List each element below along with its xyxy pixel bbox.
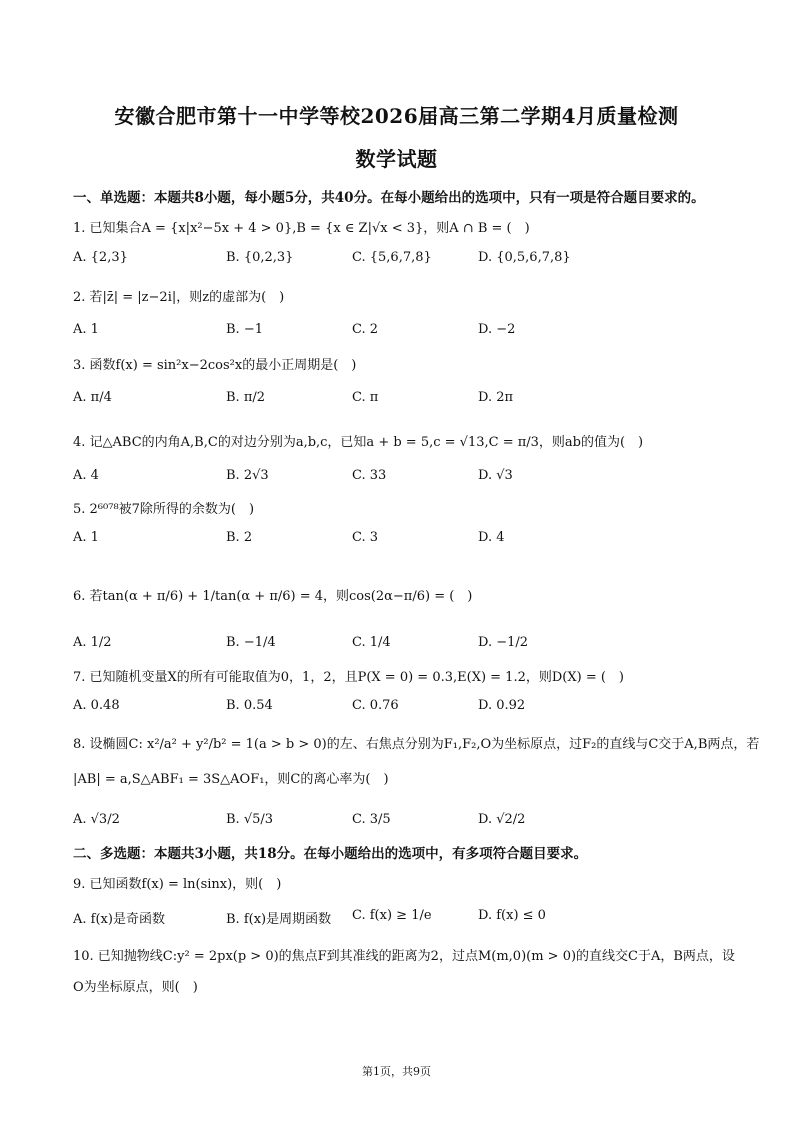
- option: B. −1/4: [226, 635, 276, 650]
- option: D. √2/2: [478, 812, 526, 827]
- option-row: [73, 390, 733, 410]
- option: C. 3/5: [352, 812, 391, 827]
- option: D. 2π: [478, 390, 514, 405]
- option: C. 0.76: [352, 698, 399, 713]
- option-row: [73, 530, 733, 550]
- option: B. {0,2,3}: [226, 250, 294, 265]
- option-row: [73, 250, 733, 270]
- question-stem: 9. 已知函数f(x) = ln(sinx)，则( ): [73, 877, 282, 892]
- option: B. 2√3: [226, 468, 269, 483]
- option: A. 0.48: [73, 698, 120, 713]
- option: C. {5,6,7,8}: [352, 250, 432, 265]
- question-stem: 1. 已知集合A = {x|x²−5x + 4 > 0},B = {x ∈ Z|√x < 3}，则A ∩ B = ( ): [73, 221, 530, 236]
- option-row: [73, 812, 733, 832]
- question-stem: 4. 记△ABC的内角A,B,C的对边分别为a,b,c，已知a + b = 5,c = √13,C = π/3，则ab的值为( ): [73, 435, 644, 450]
- option: D. −2: [478, 322, 516, 337]
- page-footer: 第1页，共9页: [362, 1065, 431, 1078]
- question-stem: 5. 2⁶⁰⁷⁸被7除所得的余数为( ): [73, 502, 255, 517]
- option: A. π/4: [73, 390, 112, 405]
- exam-title: 安徽合肥市第十一中学等校2026届高三第二学期4月质量检测: [114, 104, 679, 128]
- option: A. {2,3}: [73, 250, 128, 265]
- option-row: [73, 468, 733, 488]
- option: D. f(x) ≤ 0: [478, 908, 546, 923]
- option: D. √3: [478, 468, 513, 483]
- question-stem: 8. 设椭圆C: x²/a² + y²/b² = 1(a > b > 0)的左、右焦点分别为F₁,F₂,O为坐标原点，过F₂的直线与C交于A,B两点，若: [73, 737, 760, 752]
- option: C. f(x) ≥ 1/e: [352, 908, 432, 923]
- option: A. 4: [73, 468, 99, 483]
- option: D. 4: [478, 530, 505, 545]
- option-row: [73, 908, 733, 928]
- option: A. 1: [73, 530, 99, 545]
- question-stem: 10. 已知抛物线C:y² = 2px(p > 0)的焦点F到其准线的距离为2，过点M(m,0)(m > 0)的直线交C于A，B两点，设: [73, 949, 735, 964]
- option-row: [73, 635, 733, 655]
- option: D. −1/2: [478, 635, 529, 650]
- section-heading-single-choice: 一、单选题：本题共8小题，每小题5分，共40分。在每小题给出的选项中，只有一项是符合题目要求的。: [73, 190, 705, 206]
- question-stem-continued: |AB| = a,S△ABF₁ = 3S△AOF₁，则C的离心率为( ): [73, 772, 389, 787]
- option: B. √5/3: [226, 812, 274, 827]
- option: B. −1: [226, 322, 263, 337]
- option: D. 0.92: [478, 698, 526, 713]
- option: D. {0,5,6,7,8}: [478, 250, 571, 265]
- question-stem: 6. 若tan(α + π/6) + 1/tan(α + π/6) = 4，则cos(2α−π/6) = ( ): [73, 589, 473, 604]
- option: A. 1/2: [73, 635, 112, 650]
- exam-subtitle: 数学试题: [355, 147, 438, 171]
- section-heading-multiple-choice: 二、多选题：本题共3小题，共18分。在每小题给出的选项中，有多项符合题目要求。: [73, 846, 588, 862]
- question-stem: 3. 函数f(x) = sin²x−2cos²x的最小正周期是( ): [73, 358, 357, 373]
- option-row: [73, 322, 733, 342]
- option: C. π: [352, 390, 379, 405]
- option: B. π/2: [226, 390, 266, 405]
- option-row: [73, 698, 733, 718]
- option: C. 33: [352, 468, 387, 483]
- option: B. 2: [226, 530, 253, 545]
- option: C. 3: [352, 530, 379, 545]
- option: B. f(x)是周期函数: [226, 912, 332, 927]
- option: A. √3/2: [73, 812, 120, 827]
- option: B. 0.54: [226, 698, 273, 713]
- option: C. 2: [352, 322, 379, 337]
- question-stem: 2. 若|z̄| = |z−2i|，则z的虚部为( ): [73, 290, 285, 305]
- option: A. f(x)是奇函数: [73, 912, 165, 927]
- question-stem-continued: O为坐标原点，则( ): [73, 980, 198, 995]
- option: A. 1: [73, 322, 99, 337]
- question-stem: 7. 已知随机变量X的所有可能取值为0，1，2，且P(X = 0) = 0.3,E(X) = 1.2，则D(X) = ( ): [73, 670, 624, 685]
- option: C. 1/4: [352, 635, 391, 650]
